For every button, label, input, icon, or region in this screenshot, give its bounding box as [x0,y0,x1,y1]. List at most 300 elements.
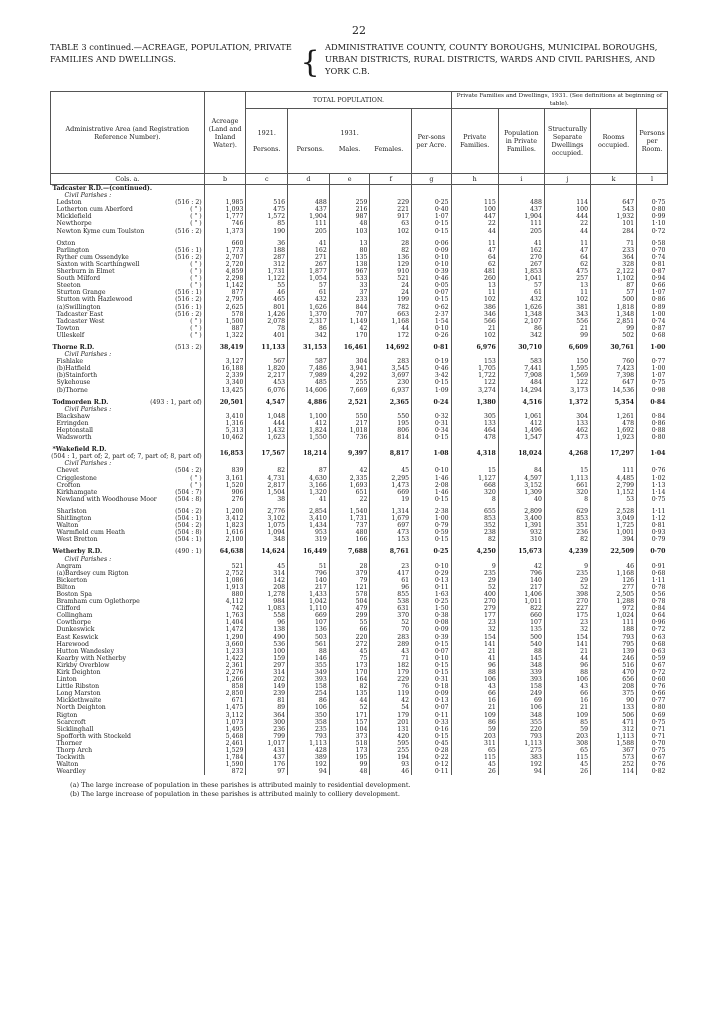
cell-l: 0·96 [637,619,668,626]
cell-j: 304 [544,413,590,420]
cell-c: 82 [246,467,288,474]
cell-h: 109 [451,712,498,719]
cell-i: 135 [498,626,544,633]
table-row [51,697,668,704]
cell-e: 379 [329,570,370,577]
cell-i: 1,496 [498,427,544,434]
area-name [51,740,205,747]
cell-h [451,192,498,199]
table-row [51,733,668,740]
subheading-row [51,351,668,358]
cell-j: 21 [544,704,590,711]
cell-g [412,192,452,199]
cell-i: 267 [498,261,544,268]
cell-f [370,406,412,413]
area-name [51,648,205,655]
cell-d: 953 [288,529,330,536]
cell-f: 54 [370,704,412,711]
cell-h [451,460,498,467]
cell-j: 1,569 [544,372,590,379]
cell-b: 1,142 [204,282,246,289]
cell-k: 246 [591,655,637,662]
cell-d: 2,317 [288,318,330,325]
cell-k: 795 [591,641,637,648]
cell-l: 1·00 [637,344,668,351]
cell-b: 1,200 [204,508,246,515]
cell-i: 1,113 [498,740,544,747]
cell-e: 170 [329,669,370,676]
cell-i: 106 [498,704,544,711]
cell-c: 142 [246,577,288,584]
cell-h: 386 [451,304,498,311]
reference-number: ( " ) [190,474,202,482]
cell-j: 444 [544,213,590,220]
table-row [51,240,668,247]
cell-b [204,185,246,193]
cell-e: 1,731 [329,515,370,522]
cell-e: 171 [329,712,370,719]
cell-c: 799 [246,733,288,740]
cell-h: 47 [451,247,498,254]
cell-j [544,406,590,413]
cell-j: 1,595 [544,365,590,372]
cell-k: 111 [591,467,637,474]
cell-i: 1,309 [498,489,544,496]
cell-g: 0·19 [412,358,452,365]
cell-j: 106 [544,676,590,683]
cell-k: 17,297 [591,446,637,460]
area-label: Bramham cum Oglethorpe [56,598,140,606]
area-name [51,733,205,740]
cell-l: 1·00 [637,311,668,318]
cell-i: 145 [498,655,544,662]
cell-h: 64 [451,254,498,261]
cell-i: 249 [498,690,544,697]
table-row [51,434,668,441]
cell-b: 3,410 [204,413,246,420]
subheading-row [51,192,668,199]
cell-b: 1,472 [204,626,246,633]
cell-h: 8 [451,496,498,503]
cell-l: 1·11 [637,508,668,515]
cell-g [412,556,452,563]
cell-f: 221 [370,206,412,213]
cell-j: 45 [544,761,590,768]
header-area: Administrative Area (and Registration Reference Number). [51,92,205,174]
title-brace: { [300,45,320,80]
cell-f: 8,761 [370,548,412,555]
cell-d: 192 [288,761,330,768]
header-rooms: Rooms occupied. [591,109,637,174]
area-name [51,529,205,536]
area-name [51,768,205,775]
cell-j: 475 [544,268,590,275]
cell-c: 437 [246,754,288,761]
table-row [51,563,668,570]
cell-f: 195 [370,420,412,427]
cell-g: 0·08 [412,619,452,626]
cell-f: 24 [370,282,412,289]
cell-b: 1,093 [204,206,246,213]
cell-d: 1,824 [288,427,330,434]
cell-l: 0·59 [637,655,668,662]
cell-f: 96 [370,584,412,591]
cell-g: 0·10 [412,563,452,570]
cell-l: 0·75 [637,747,668,754]
cell-b: 1,763 [204,612,246,619]
cell-g: 0·07 [412,704,452,711]
reference-number: (504 : 1, part of; 2, part of; 7, part of; 8, part of) [51,453,202,461]
area-name [51,240,205,247]
cell-h: 478 [451,434,498,441]
cell-g: 0·13 [412,697,452,704]
cell-j: 9 [544,563,590,570]
cell-l: 0·72 [637,669,668,676]
area-name [51,577,205,584]
cell-f: 917 [370,213,412,220]
cell-c: 314 [246,570,288,577]
cell-g [412,460,452,467]
area-name [51,676,205,683]
cell-i: 220 [498,726,544,733]
cell-i: 69 [498,697,544,704]
area-label: Harewood [56,640,89,648]
cell-e: 216 [329,206,370,213]
area-label: (b)Thorne [56,386,88,394]
cell-d: 94 [288,768,330,775]
cell-k: 793 [591,634,637,641]
cell-j: 8 [544,496,590,503]
cell-b: 3,161 [204,475,246,482]
area-label: Bilton [56,583,76,591]
cell-k [591,556,637,563]
cell-b: 1,475 [204,704,246,711]
area-label: Steeton [56,282,81,290]
area-name [51,420,205,427]
col-letter: l [637,174,668,185]
cell-j: 21 [544,325,590,332]
reference-number: (504 : 2) [175,507,202,515]
table-row [51,228,668,235]
cell-b: 2,795 [204,296,246,303]
area-label: Civil Parishes : [64,405,112,413]
reference-number: ( " ) [190,317,202,325]
cell-f [370,192,412,199]
cell-e: 578 [329,591,370,598]
cell-b: 1,823 [204,522,246,529]
area-name [51,192,205,199]
reference-number: (516 : 2) [175,253,202,261]
cell-g: 0·15 [412,296,452,303]
cell-e: 80 [329,247,370,254]
cell-g: 0·25 [412,199,452,206]
area-label: Erringden [56,419,89,427]
cell-k: 71 [591,240,637,247]
cell-l [637,192,668,199]
cell-k: 470 [591,669,637,676]
cell-j: 150 [544,358,590,365]
cell-c: 4,731 [246,475,288,482]
reference-number: ( " ) [190,206,202,214]
cell-h: 6,976 [451,344,498,351]
cell-j: 236 [544,529,590,536]
cell-d: 319 [288,536,330,543]
cell-c: 100 [246,648,288,655]
reference-number: (516 : 1) [175,303,202,311]
cell-f [370,351,412,358]
cell-f: 14,692 [370,344,412,351]
area-name [51,446,205,460]
cell-j: 227 [544,605,590,612]
cell-b: 839 [204,467,246,474]
cell-h: 305 [451,413,498,420]
cell-g: 0·09 [412,247,452,254]
reference-number: (516 : 2) [175,227,202,235]
cell-c: 159 [246,655,288,662]
area-name [51,220,205,227]
cell-i: 3,152 [498,482,544,489]
cell-l: 0·93 [637,529,668,536]
cell-i: 310 [498,536,544,543]
header-private-families-group: Private Families and Dwellings, 1931. (See definitions at beginning of table). [451,92,667,109]
cell-c: 475 [246,206,288,213]
cell-b: 2,720 [204,261,246,268]
cell-d: 432 [288,296,330,303]
cell-i [498,351,544,358]
cell-j [544,460,590,467]
table-row [51,768,668,775]
cell-g: 0·06 [412,240,452,247]
cell-i: 412 [498,420,544,427]
cell-j: 203 [544,733,590,740]
cell-g: 0·11 [412,584,452,591]
cell-l: 0·58 [637,240,668,247]
area-name [51,508,205,515]
area-name [51,365,205,372]
cell-j: 175 [544,612,590,619]
cell-h: 29 [451,577,498,584]
cell-l [637,406,668,413]
cell-i: 57 [498,282,544,289]
cell-j: 22 [544,220,590,227]
cell-h: 655 [451,508,498,515]
cell-i: 40 [498,496,544,503]
cell-k: 101 [591,220,637,227]
table-row [51,496,668,503]
cell-l: 0·68 [637,570,668,577]
col-letter: j [544,174,590,185]
cell-b: 1,616 [204,529,246,536]
area-name [51,228,205,235]
cell-e: 173 [329,747,370,754]
cell-i: 822 [498,605,544,612]
table-row [51,726,668,733]
cell-f: 289 [370,641,412,648]
area-name [51,489,205,496]
cell-g: 0·46 [412,365,452,372]
cell-h: 44 [451,228,498,235]
cell-f [370,556,412,563]
cell-e: 104 [329,726,370,733]
cell-f: 1,473 [370,482,412,489]
reference-number: ( " ) [190,220,202,228]
reference-number: ( " ) [190,282,202,290]
cell-d: 136 [288,626,330,633]
cell-l: 0·87 [637,325,668,332]
cell-i [498,192,544,199]
cell-b: 276 [204,496,246,503]
cell-l: 0·66 [637,282,668,289]
table-row [51,522,668,529]
area-name [51,548,205,555]
cell-l: 1·11 [637,577,668,584]
cell-l: 0·91 [637,563,668,570]
cell-g: 0·09 [412,626,452,633]
cell-i: 2,107 [498,318,544,325]
cell-k: 90 [591,697,637,704]
area-label: Dunkeswick [56,626,95,634]
cell-k: 478 [591,420,637,427]
cell-c: 465 [246,296,288,303]
header-persons-1921 [246,109,288,174]
cell-c: 1,426 [246,311,288,318]
cell-k: 573 [591,754,637,761]
cell-k [591,192,637,199]
area-label: (b)Stainforth [56,372,98,380]
cell-g: 0·15 [412,641,452,648]
cell-b: 2,276 [204,669,246,676]
area-label: Civil Parishes : [64,555,112,563]
cell-h [451,556,498,563]
cell-c: 1,432 [246,427,288,434]
cell-k: 1,001 [591,529,637,536]
cell-e: 504 [329,598,370,605]
cell-c: 1,623 [246,434,288,441]
reference-number: (504 : 8) [175,495,202,503]
cell-e: 7,669 [329,387,370,394]
cell-d: 41 [288,496,330,503]
area-name [51,275,205,282]
cell-d: 355 [288,662,330,669]
table-row [51,220,668,227]
cell-f: 194 [370,754,412,761]
area-label: Civil Parishes : [64,351,112,359]
table-row [51,475,668,482]
area-label: Todmorden R.D. [52,398,109,406]
cell-c: 188 [246,247,288,254]
cell-f: 370 [370,612,412,619]
area-name [51,282,205,289]
cell-b: 742 [204,605,246,612]
cell-f: 71 [370,655,412,662]
col-letter: h [451,174,498,185]
cell-c: 14,624 [246,548,288,555]
cell-j: 99 [544,332,590,339]
cell-g: 0·38 [412,612,452,619]
cell-k: 5,354 [591,399,637,406]
cell-f: 136 [370,254,412,261]
cell-e: 157 [329,719,370,726]
table-row [51,413,668,420]
cell-l: 0·81 [637,261,668,268]
cell-g: 0·13 [412,577,452,584]
cell-g: 2·37 [412,311,452,318]
cell-b: 10,462 [204,434,246,441]
cell-i: 86 [498,325,544,332]
cell-j: 23 [544,619,590,626]
table-row [51,712,668,719]
cell-j: 44 [544,655,590,662]
cell-g: 2·08 [412,482,452,489]
cell-g: 0·11 [412,768,452,775]
cell-h: 32 [451,626,498,633]
area-name [51,719,205,726]
cell-b: 1,073 [204,719,246,726]
cell-b: 2,625 [204,304,246,311]
cell-b: 1,500 [204,318,246,325]
table-row [51,754,668,761]
area-label: Kearby with Netherby [56,654,127,662]
cell-e: 66 [329,626,370,633]
cell-k: 1,261 [591,413,637,420]
cell-l: 0·79 [637,536,668,543]
area-label: South Milford [56,275,101,283]
cell-j: 102 [544,296,590,303]
area-name [51,427,205,434]
cell-g: 0·07 [412,648,452,655]
cell-d [288,406,330,413]
area-name [51,662,205,669]
cell-f: 3,545 [370,365,412,372]
area-name [51,399,205,406]
cell-i: 61 [498,289,544,296]
cell-l: 0·64 [637,612,668,619]
cell-i: 339 [498,669,544,676]
cell-k: 2,122 [591,268,637,275]
cell-e: 550 [329,413,370,420]
cell-d: 88 [288,648,330,655]
table-row [51,584,668,591]
cell-e: 987 [329,213,370,220]
reference-number: ( " ) [190,260,202,268]
cell-l: 1·14 [637,489,668,496]
cell-e: 44 [329,697,370,704]
cell-e: 3,941 [329,365,370,372]
cell-l: 0·68 [637,332,668,339]
cell-g: 1·09 [412,387,452,394]
cell-j: 122 [544,379,590,386]
cell-d: 1,434 [288,522,330,529]
cell-i: 7,441 [498,365,544,372]
cell-c: 1,504 [246,489,288,496]
cell-k: 111 [591,619,637,626]
cell-c [246,406,288,413]
cell-h: 153 [451,358,498,365]
cell-f: 129 [370,261,412,268]
table-row [51,529,668,536]
cell-d: 1,054 [288,275,330,282]
table-row [51,719,668,726]
area-name [51,206,205,213]
cell-f: 61 [370,577,412,584]
cell-l: 0·86 [637,420,668,427]
cell-b: 3,340 [204,379,246,386]
cell-c: 176 [246,761,288,768]
cell-e: 299 [329,612,370,619]
reference-number: (504 : 1) [175,515,202,523]
cell-f: 201 [370,719,412,726]
area-label: Scarcroft [56,718,86,726]
